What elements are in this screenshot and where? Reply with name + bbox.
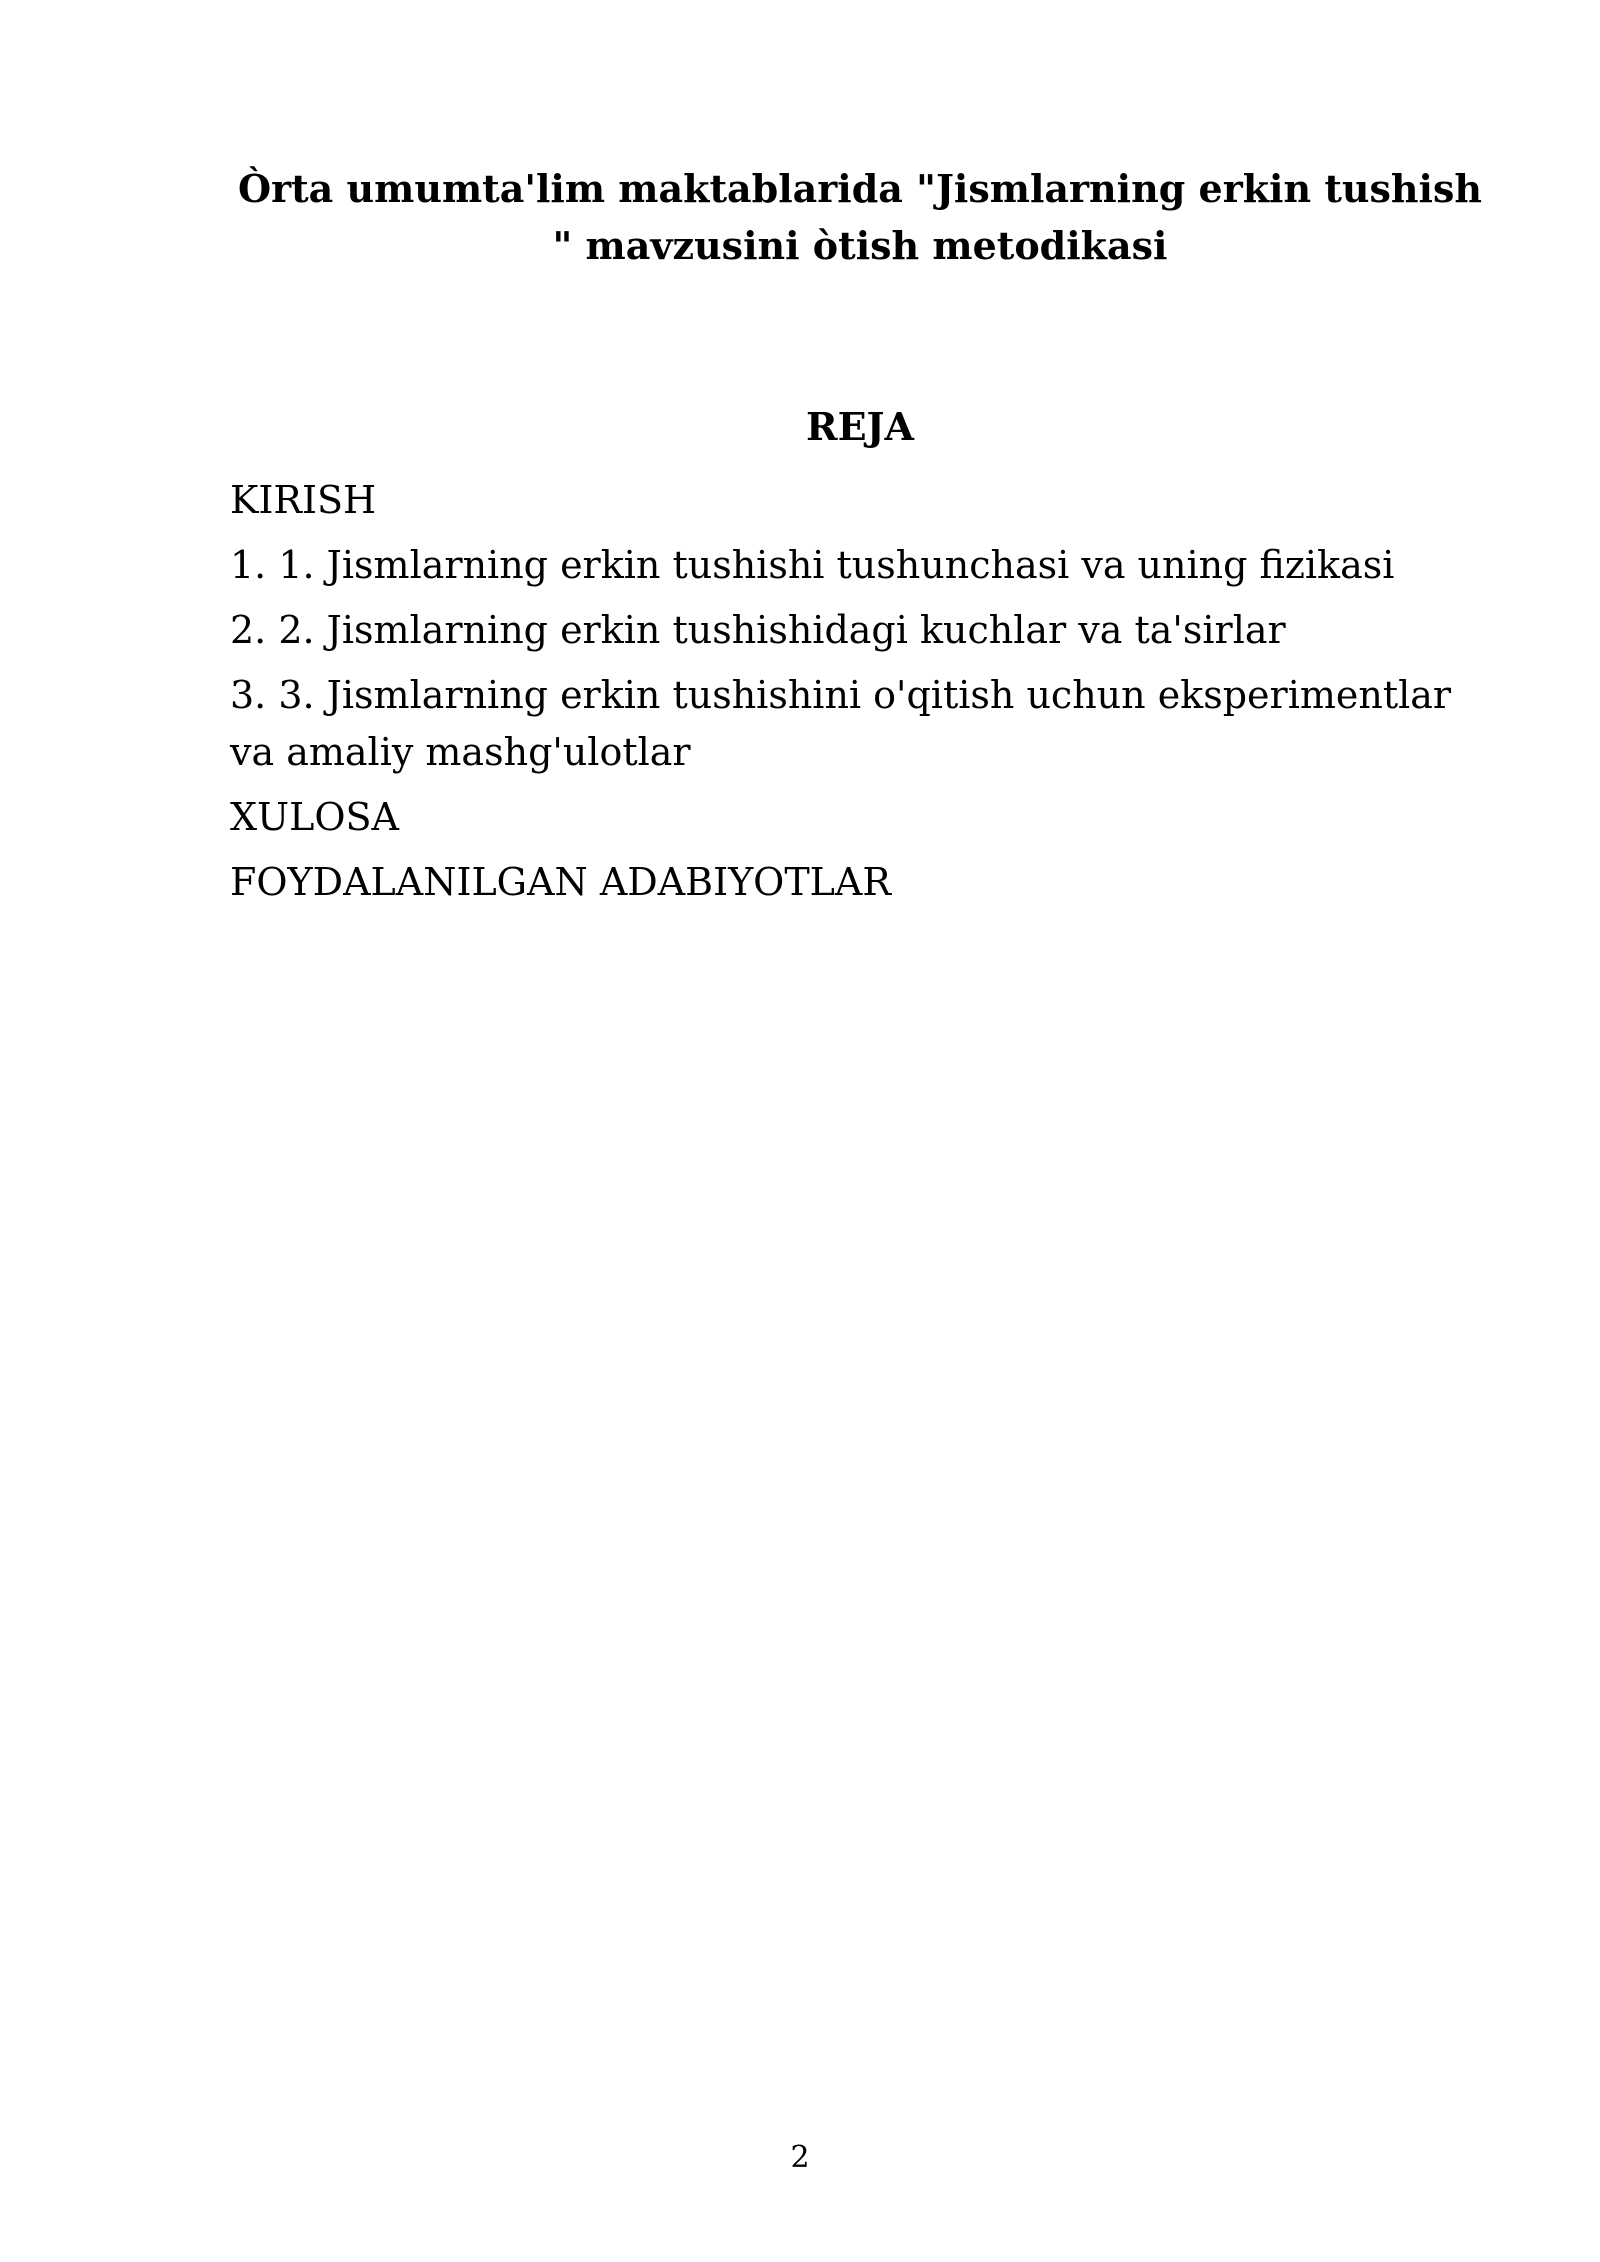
plan-item-introduction: KIRISH — [230, 478, 377, 522]
plan-heading: REJA — [805, 404, 914, 449]
plan-item-conclusion: XULOSA — [230, 795, 399, 839]
document-title — [230, 160, 1490, 274]
plan-item-2: 2. 2. Jismlarning erkin tushishidagi kuchlar va ta'sirlar — [230, 608, 1286, 652]
plan-item-1: 1. 1. Jismlarning erkin tushishi tushunchasi va uning fizikasi — [230, 543, 1395, 587]
plan-item-3: 3. 3. Jismlarning erkin tushishini o'qitish uchun eksperimentlar va amaliy mashg'ulotlar — [230, 673, 1452, 774]
page-number: 2 — [790, 2140, 810, 2175]
document-title-line-2: " mavzusini òtish metodikasi — [552, 223, 1168, 268]
document-title-line-1: Òrta umumta'lim maktablarida "Jismlarning erkin tushish — [237, 166, 1483, 211]
plan-item-references: FOYDALANILGAN ADABIYOTLAR — [230, 860, 891, 904]
plan-list — [230, 472, 1490, 919]
